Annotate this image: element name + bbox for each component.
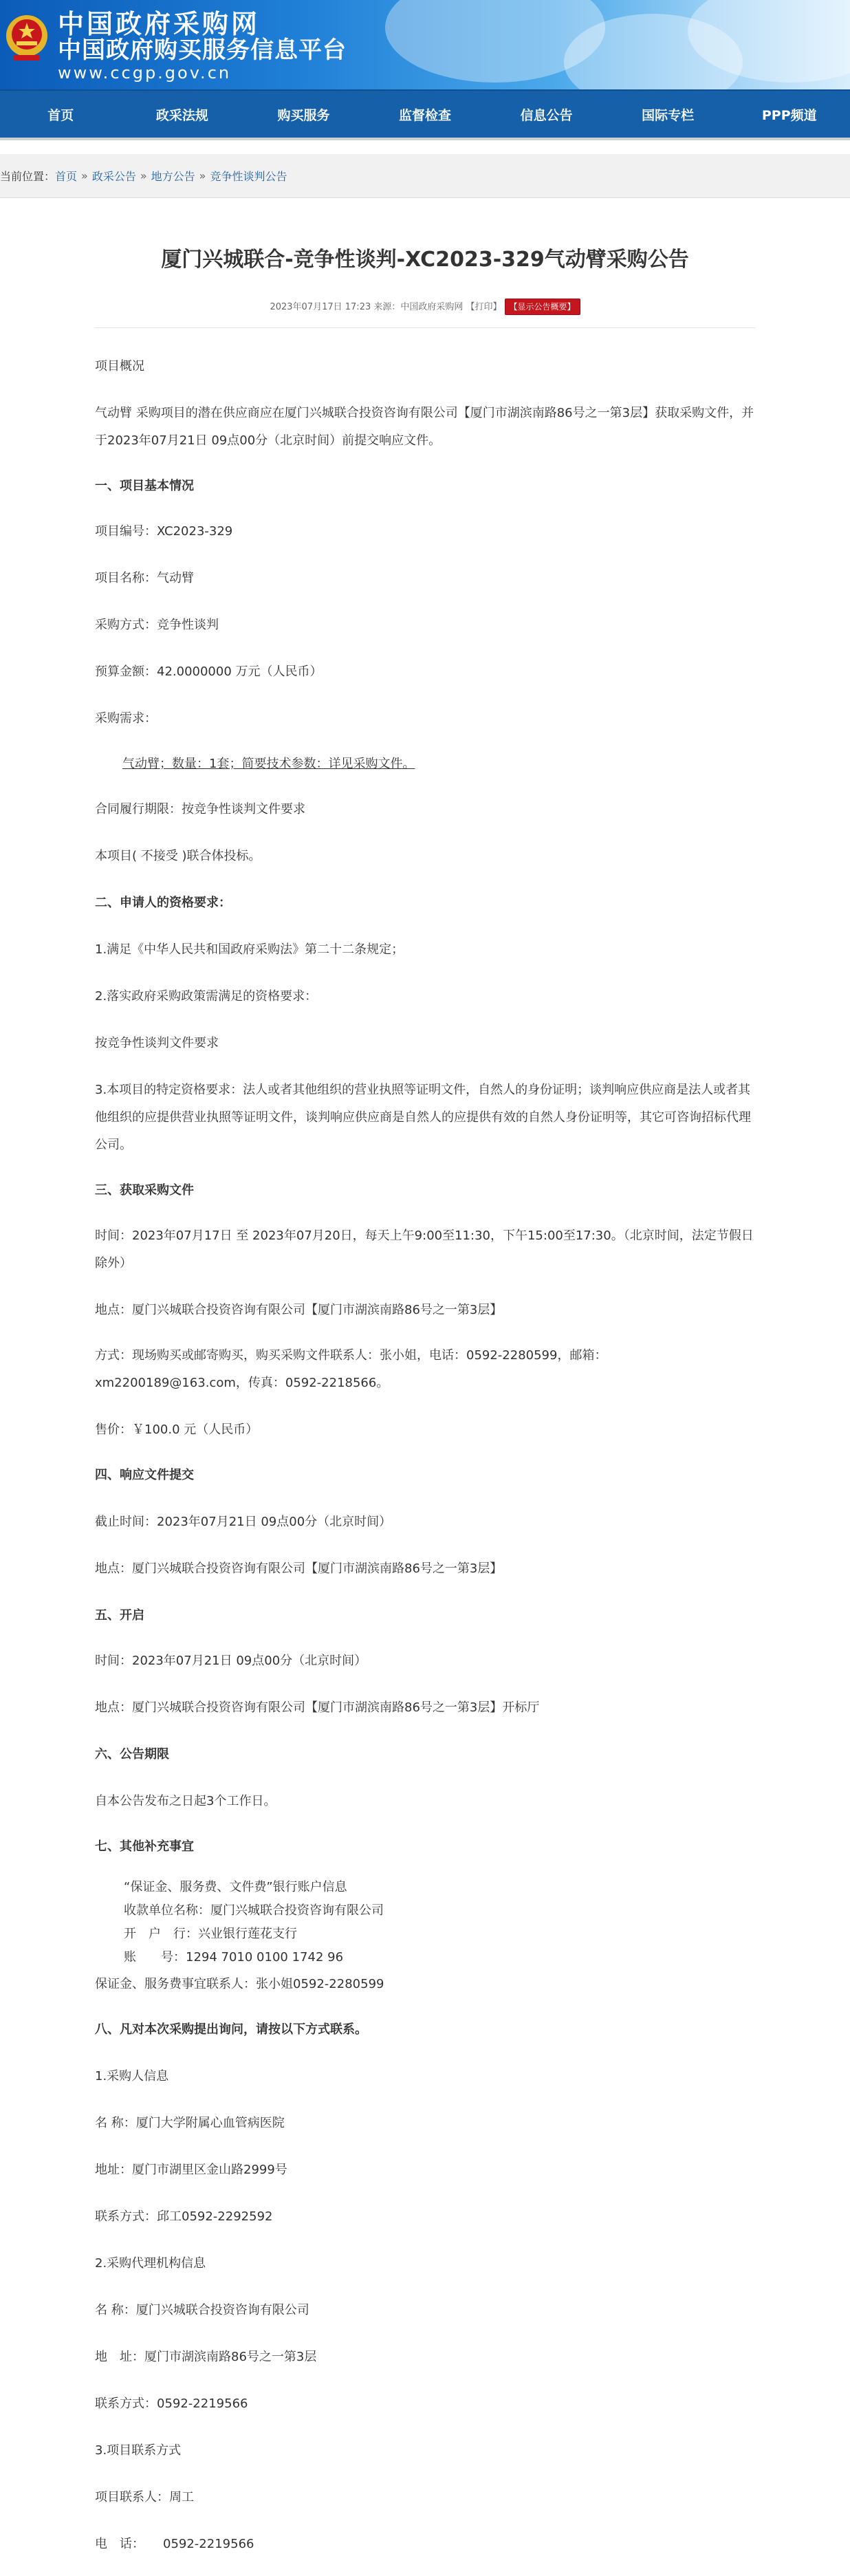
paragraph: 电 话： 0592-2219566	[95, 2537, 254, 2551]
paragraph: 方式：现场购买或邮寄购买，购买采购文件联系人：张小姐，电话：0592-2280599，邮箱：xm2200189@163.com，传真：0592-2218566。	[95, 1348, 607, 1390]
show-summary-button[interactable]: 【显示公告概要】	[505, 299, 580, 315]
breadcrumb-label: 当前位置：	[0, 170, 56, 183]
paragraph: 项目概况	[95, 359, 144, 374]
breadcrumb-separator: »	[140, 169, 147, 182]
paragraph: 项目名称：气动臂	[95, 571, 194, 585]
breadcrumb-separator: »	[199, 169, 206, 182]
paragraph: 地点：厦门兴城联合投资咨询有限公司【厦门市湖滨南路86号之一第3层】开标厅	[95, 1700, 540, 1715]
bank-info-line: “保证金、服务费、文件费”银行账户信息	[124, 1880, 347, 1894]
page-title: 厦门兴城联合-竞争性谈判-XC2023-329气动臂采购公告	[161, 248, 689, 272]
paragraph: 时间：2023年07月17日 至 2023年07月20日，每天上午9:00至11:30，下午15:00至17:30。（北京时间，法定节假日除外）	[95, 1229, 754, 1270]
paragraph: 1.采购人信息	[95, 2069, 169, 2083]
paragraph: 合同履行期限：按竞争性谈判文件要求	[95, 802, 305, 816]
divider	[95, 327, 755, 328]
breadcrumb-item-negotiation[interactable]: 竞争性谈判公告	[210, 170, 287, 183]
paragraph: 按竞争性谈判文件要求	[95, 1036, 219, 1050]
paragraph: 自本公告发布之日起3个工作日。	[95, 1794, 276, 1808]
paragraph: 地 址：厦门市湖滨南路86号之一第3层	[95, 2350, 317, 2364]
paragraph: 2.采购代理机构信息	[95, 2256, 206, 2271]
breadcrumb	[0, 154, 850, 198]
section-heading: 二、申请人的资格要求：	[95, 896, 231, 910]
paragraph: 保证金、服务费事宜联系人：张小姐0592-2280599	[95, 1977, 384, 1991]
section-heading: 八、凡对本次采购提出询问，请按以下方式联系。	[95, 2022, 367, 2037]
breadcrumb-item-home[interactable]: 首页	[55, 170, 78, 183]
section-heading: 一、项目基本情况	[95, 479, 194, 493]
national-emblem-icon	[4, 11, 50, 66]
article	[0, 246, 850, 2558]
section-heading: 五、开启	[95, 1608, 144, 1623]
paragraph: 2.落实政府采购政策需满足的资格要求：	[95, 989, 318, 1004]
nav-item-ppp[interactable]: PPP频道	[761, 107, 817, 123]
paragraph: 气动臂 采购项目的潜在供应商应在厦门兴城联合投资咨询有限公司【厦门市湖滨南路86号之一第3层】获取采购文件，并于2023年07月21日 09点00分（北京时间）前提交响应文件。	[95, 406, 754, 448]
article-body	[95, 353, 755, 2558]
bank-account-info	[95, 1876, 755, 1969]
paragraph: 本项目( 不接受 )联合体投标。	[95, 849, 261, 863]
paragraph: 3.项目联系方式	[95, 2443, 182, 2458]
paragraph: 3.本项目的特定资格要求：法人或者其他组织的营业执照等证明文件，自然人的身份证明；谈判响应供应商是法人或者其他组织的应提供营业执照等证明文件，谈判响应供应商是自然人的应提供有效的自然人身份证明等，其它可咨询招标代理公司。	[95, 1083, 751, 1152]
paragraph: 1.满足《中华人民共和国政府采购法》第二十二条规定；	[95, 942, 404, 957]
paragraph: 项目联系人：周工	[95, 2490, 194, 2504]
paragraph: 联系方式：0592-2219566	[95, 2396, 248, 2411]
paragraph: 气动臂；数量：1套；简要技术参数：详见采购文件。	[122, 757, 415, 771]
paragraph: 截止时间：2023年07月21日 09点00分（北京时间）	[95, 1515, 392, 1529]
article-meta	[95, 299, 755, 315]
paragraph: 地址：厦门市湖里区金山路2999号	[95, 2163, 287, 2177]
paragraph: 预算金额：42.0000000 万元（人民币）	[95, 664, 323, 679]
breadcrumb-item-local[interactable]: 地方公告	[151, 170, 195, 183]
nav-item-services[interactable]: 购买服务	[277, 107, 330, 123]
article-meta-text: 2023年07月17日 17:23 来源：中国政府采购网 【打印】	[270, 302, 502, 312]
nav-item-regulations[interactable]: 政采法规	[155, 107, 208, 123]
paragraph: 名 称：厦门大学附属心血管病医院	[95, 2116, 285, 2130]
bank-info-line: 账 号：1294 7010 0100 1742 96	[124, 1950, 344, 1965]
site-header-banner	[0, 0, 850, 89]
paragraph: 时间：2023年07月21日 09点00分（北京时间）	[95, 1654, 367, 1668]
paragraph: 地点：厦门兴城联合投资咨询有限公司【厦门市湖滨南路86号之一第3层】	[95, 1561, 503, 1576]
nav-item-home[interactable]: 首页	[47, 107, 74, 123]
breadcrumb-separator: »	[81, 169, 88, 182]
paragraph: 名 称：厦门兴城联合投资咨询有限公司	[95, 2303, 309, 2317]
site-title: 中国政府采购网	[58, 8, 261, 39]
breadcrumb-item-procurement[interactable]: 政采公告	[91, 170, 136, 183]
nav-item-announcements[interactable]: 信息公告	[520, 107, 573, 123]
bank-info-line: 收款单位名称：厦门兴城联合投资咨询有限公司	[124, 1903, 384, 1918]
site-subtitle: 中国政府购买服务信息平台	[58, 36, 347, 64]
paragraph: 售价：￥100.0 元（人民币）	[95, 1422, 259, 1437]
paragraph: 采购需求：	[95, 711, 157, 726]
section-heading: 四、响应文件提交	[95, 1468, 194, 1482]
section-heading: 六、公告期限	[95, 1747, 169, 1762]
section-heading: 七、其他补充事宜	[95, 1839, 194, 1854]
paragraph: 项目编号：XC2023-329	[95, 524, 233, 539]
paragraph: 联系方式：邱工0592-2292592	[95, 2209, 273, 2224]
main-nav	[0, 89, 850, 138]
nav-item-supervision[interactable]: 监督检查	[399, 107, 452, 123]
nav-item-international[interactable]: 国际专栏	[642, 107, 695, 123]
section-heading: 三、获取采购文件	[95, 1183, 194, 1198]
paragraph: 采购方式：竞争性谈判	[95, 618, 219, 632]
bank-info-line: 开 户 行：兴业银行莲花支行	[124, 1927, 297, 1941]
site-url: www.ccgp.gov.cn	[58, 63, 232, 83]
paragraph: 地点：厦门兴城联合投资咨询有限公司【厦门市湖滨南路86号之一第3层】	[95, 1303, 503, 1317]
